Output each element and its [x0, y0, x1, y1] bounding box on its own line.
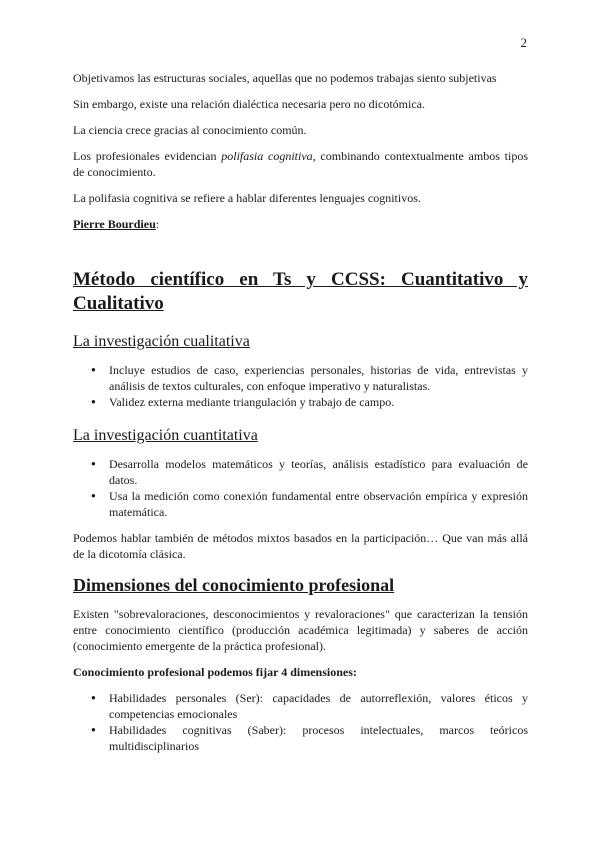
- dimensiones-intro: Existen "sobrevaloraciones, desconocimientos y revaloraciones" que caracterizan la tensión entre conocimiento científico (producción académica legitimada) y saberes de acción (conocimiento emergente de la práctica profesional).: [73, 607, 528, 653]
- metodo-title-last: Cualitativo: [73, 293, 164, 314]
- mixtos-paragraph: Podemos hablar también de métodos mixtos basados en la participación… Que van más allá de la dicotomía clásica.: [73, 531, 528, 561]
- list-item: ● Desarrolla modelos matemáticos y teorías, análisis estadístico para evaluación de datos.: [109, 456, 528, 488]
- document-body: [73, 70, 528, 754]
- list-item: ● Validez externa mediante triangulación y trabajo de campo.: [109, 394, 528, 410]
- polifasia-paragraph: La polifasia cognitiva se refiere a hablar diferentes lenguajes cognitivos.: [73, 191, 421, 205]
- cuantitativa-list: [73, 456, 528, 520]
- bourdieu-line: [73, 216, 528, 232]
- dimensiones-list: [73, 690, 528, 754]
- list-item: ● Incluye estudios de caso, experiencias personales, historias de vida, entrevistas y análisis de textos culturales, con enfoque imperativo y naturalistas.: [109, 362, 528, 394]
- list-item: ● Usa la medición como conexión fundamental entre observación empírica y expresión matemática.: [109, 488, 528, 520]
- polifasia-term: polifasia cognitiva: [221, 149, 313, 163]
- profesionales-text-after: , combinando contextualmente ambos tipos de conocimiento.: [73, 149, 528, 179]
- profesionales-paragraph: [73, 148, 528, 180]
- dimensiones-heading: Dimensiones del conocimiento profesional: [73, 575, 395, 595]
- intro-paragraph-2: Sin embargo, existe una relación dialéctica necesaria pero no dicotómica.: [73, 97, 425, 111]
- intro-paragraph-3: La ciencia crece gracias al conocimiento común.: [73, 123, 307, 137]
- profesionales-text-before: Los profesionales evidencian: [73, 149, 222, 163]
- metodo-title: [73, 268, 528, 316]
- page-number: 2: [520, 35, 527, 50]
- cuantitativa-heading: La investigación cuantitativa: [73, 427, 258, 444]
- bourdieu-colon: :: [155, 217, 160, 231]
- intro-paragraph-1: Objetivamos las estructuras sociales, aquellas que no podemos trabajas siento subjetivas: [73, 71, 497, 85]
- dimensiones-subheading: Conocimiento profesional podemos fijar 4 dimensiones:: [73, 665, 357, 679]
- cualitativa-list: [73, 362, 528, 410]
- metodo-title-main: Método científico en Ts y CCSS: Cuantitativo y: [73, 269, 528, 290]
- bourdieu-name: Pierre Bourdieu: [73, 217, 156, 231]
- list-item: ● Habilidades cognitivas (Saber): procesos intelectuales, marcos teóricos multidisciplinarios: [109, 722, 528, 754]
- list-item: ● Habilidades personales (Ser): capacidades de autorreflexión, valores éticos y competencias emocionales: [109, 690, 528, 722]
- cualitativa-heading: La investigación cualitativa: [73, 333, 250, 350]
